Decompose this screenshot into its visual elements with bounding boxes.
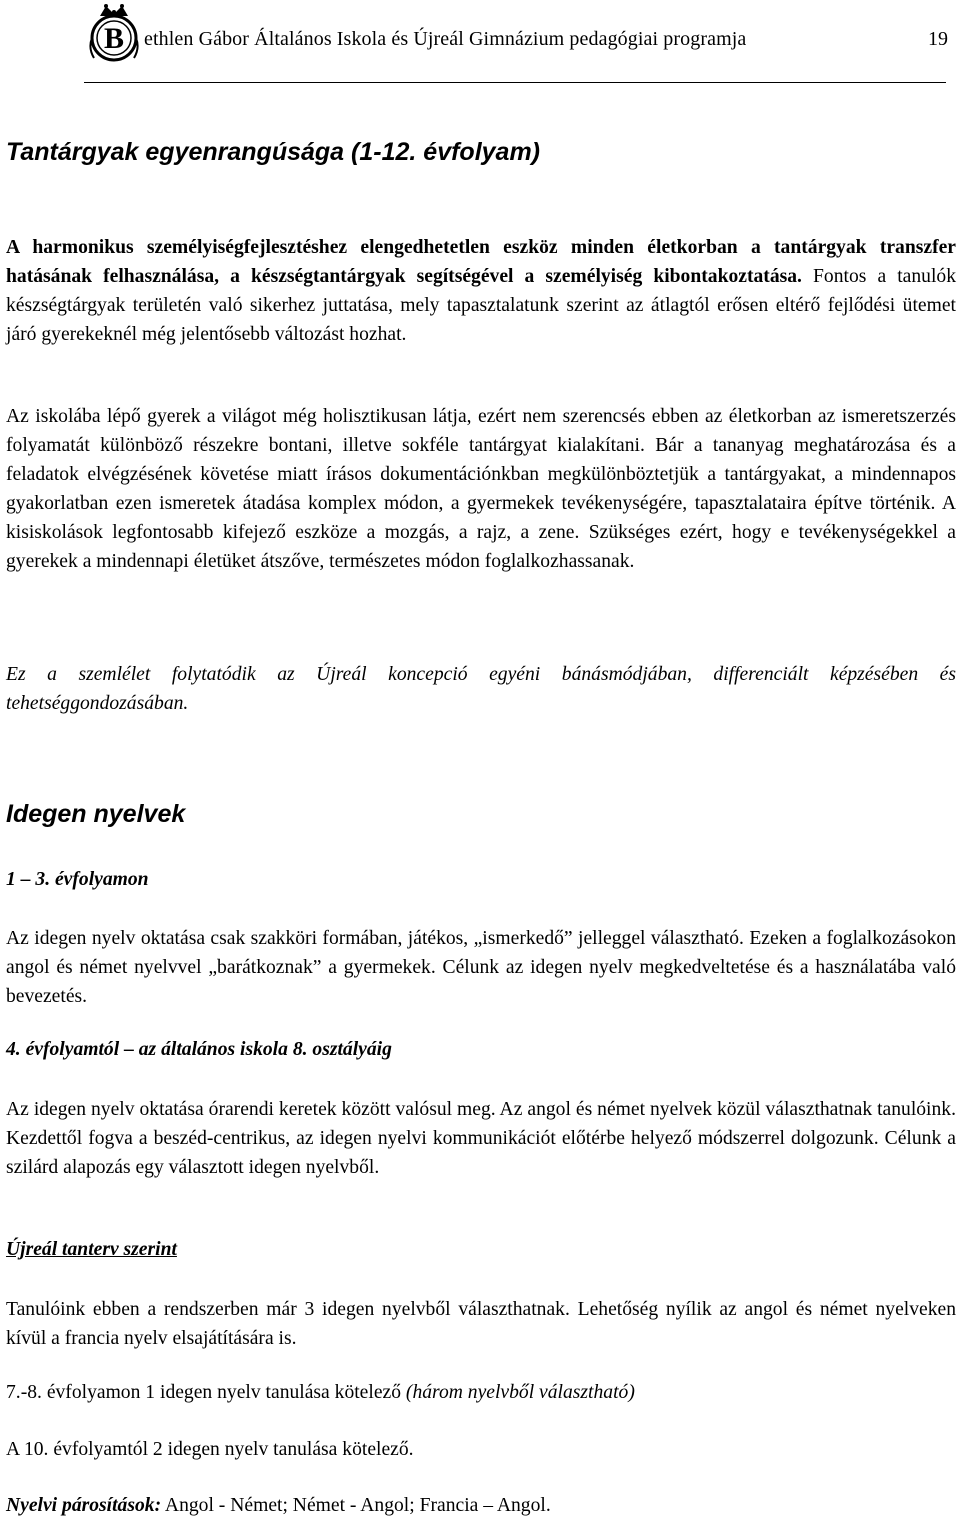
paragraph-three-languages: Tanulóink ebben a rendszerben már 3 idegen nyelvből választhatnak. Lehetőség nyílik az angol és német nyelveken kívül a francia nyelv elsajátítására is. [6,1299,956,1349]
paragraph-bold-lead: A harmonikus személyiségfejlesztéshez elengedhetetlen eszköz minden életkorban a tantárgyak transzfer hatásának felhasználása, a készségtantárgyak segítségével a személyiség kibontakoztatása. [6,237,956,287]
line-language-pairs [6,1495,551,1517]
subheading-grade-4-8: 4. évfolyamtól – az általános iskola 8. osztályáig [6,1039,392,1060]
subheading-grades-1-3: 1 – 3. évfolyamon [6,869,149,890]
paragraph-holistic-view: Az iskolába lépő gyerek a világot még holisztikusan látja, ezért nem szerencsés ebben az életkorban az ismeretszerzés folyamatát különböző részekre bontani, illetve sokféle tantárgyat kialakítani. Bár a tananyag meghatározása és a feladatok elvégzésének követése miatt írásos dokumentációnkban megkülönböztetjük a tantárgyakat, a mindennapos gyakorlatban ezen ismeretek átadása komplex módon, a gyermekek tevékenységére, tapasztalataira építve történik. A kisiskolások legfontosabb kifejező eszköze a mozgás, a rajz, a zene. Szükséges ezért, hogy e tevékenységekkel a gyerekek a mindennapi életüket átszőve, természetes módon foglalkozhassanak. [6,406,956,572]
subheading-ujreal-curriculum: Újreál tanterv szerint [6,1239,177,1260]
language-pairs-label: Nyelvi párosítások: [6,1495,162,1516]
language-pairs-list: Angol - Német; Német - Angol; Francia – Angol. [161,1495,551,1516]
grade-7-8-note: (három nyelvből választható) [405,1382,635,1403]
page-header [84,2,948,82]
paragraph-ujreal-concept: Ez a szemlélet folytatódik az Újreál koncepció egyéni bánásmódjában, differenciált képzésében és tehetséggondozásában. [6,664,956,714]
paragraph-harmonic-development [6,233,956,349]
school-logo [84,2,144,68]
header-divider [84,82,946,83]
line-grade-7-8 [6,1382,635,1404]
grade-7-8-text: 7.-8. évfolyamon 1 idegen nyelv tanulása kötelező [6,1382,406,1403]
paragraph-continuation: Fontos a tanulók készségtárgyak területén való sikerhez juttatása, mely tapasztalatunk szerint az átlagtól erősen eltérő fejlődési ütemet járó gyerekeknél még jelentősebb változást hozhat. [6,266,956,345]
paragraph-grades-1-3: Az idegen nyelv oktatása csak szakköri formában, játékos, „ismerkedő” jelleggel választható. Ezeken a foglalkozásokon angol és német nyelvvel „barátkoznak” a gyermekek. Célunk az idegen nyelv megkedveltetése és a használatába való bevezetés. [6,928,956,1007]
logo-letter: B [103,22,125,55]
line-grade-10: A 10. évfolyamtól 2 idegen nyelv tanulása kötelező. [6,1439,414,1460]
section-title-subject-equality: Tantárgyak egyenrangúsága (1-12. évfolyam) [6,138,540,166]
page-number: 19 [928,28,948,50]
paragraph-grade-4-8: Az idegen nyelv oktatása órarendi keretek között valósul meg. Az angol és német nyelvek közül választhatnak tanulóink. Kezdettől fogva a beszéd-centrikus, az idegen nyelvi kommunikációt előtérbe helyező módszerrel dolgozunk. Célunk a szilárd alapozás egy választott idegen nyelvből. [6,1099,956,1178]
header-title: ethlen Gábor Általános Iskola és Újreál Gimnázium pedagógiai programja [144,28,747,50]
section-title-foreign-languages: Idegen nyelvek [6,800,186,828]
